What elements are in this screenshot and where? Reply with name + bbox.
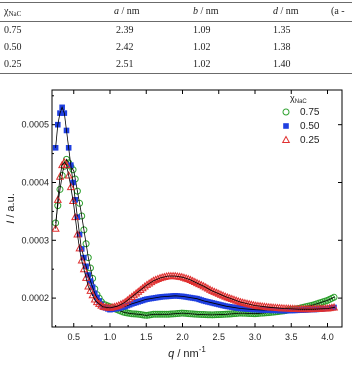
table-cell: 1.02 [193,42,211,53]
col-header-b [193,6,219,18]
col-header-symbol: χ [4,6,9,17]
table-cell: 1.38 [273,42,291,53]
table-header-rule [0,21,352,22]
table-cell: 2.42 [116,42,134,53]
table-cell: 0.75 [4,25,22,36]
y-tick-label: 0.0003 [21,235,49,246]
x-tick-label: 3.5 [284,332,298,342]
col-header-chi [4,6,21,20]
x-tick-label: 3.0 [248,332,262,342]
data-table [0,0,352,75]
y-tick-label: 0.0005 [21,119,49,130]
col-header-unit: / nm [198,6,219,17]
x-tick-label: 4.0 [321,332,334,342]
x-axis-label: q / $nm^{-1}$ [168,345,206,360]
col-header-unit: / nm [278,6,299,17]
table-cell: 2.51 [116,59,134,70]
col-header-unit: / nm [119,6,140,17]
table-cell: 1.40 [273,59,291,70]
x-tick-label: 2.5 [212,332,226,342]
y-axis-label: I / a.u. [5,193,17,224]
col-header-symbol: d [273,6,278,17]
table-cell: 0.25 [4,59,22,70]
table-cell: 1.35 [273,25,291,36]
table-cell: 0.50 [4,42,22,53]
x-tick-label: 0.5 [67,332,81,342]
y-tick-label: 0.0004 [21,177,49,188]
col-header-symbol: a [114,6,119,17]
table-bottom-rule [0,73,352,74]
col-header-symbol: b [193,6,198,17]
saxs-figure [0,75,352,361]
fit-line [56,107,335,310]
legend-label: 0.50 [300,121,320,132]
table-cell: 1.09 [193,25,211,36]
x-tick-label: 2.0 [176,332,189,342]
col-header-symbol: (a - [331,6,345,17]
legend-label: 0.75 [300,107,320,118]
col-header-a [114,6,140,18]
legend-marker [283,137,290,143]
legend-title: $\chi_{NaC}$ [290,93,307,105]
y-tick-label: 0.0002 [21,293,49,304]
x-tick-label: 1.5 [139,332,153,342]
legend-marker [283,109,289,115]
scattering-chart [0,75,352,361]
col-header-subscript: NaC [8,10,22,18]
table-cell: 2.39 [116,25,134,36]
table-cell: 1.02 [193,59,211,70]
legend-marker [283,123,289,129]
col-header-a-minus [331,6,345,18]
col-header-d [273,6,299,18]
x-tick-label: 1.0 [103,332,117,342]
table-top-rule [0,2,352,3]
legend-label: 0.25 [300,135,320,146]
